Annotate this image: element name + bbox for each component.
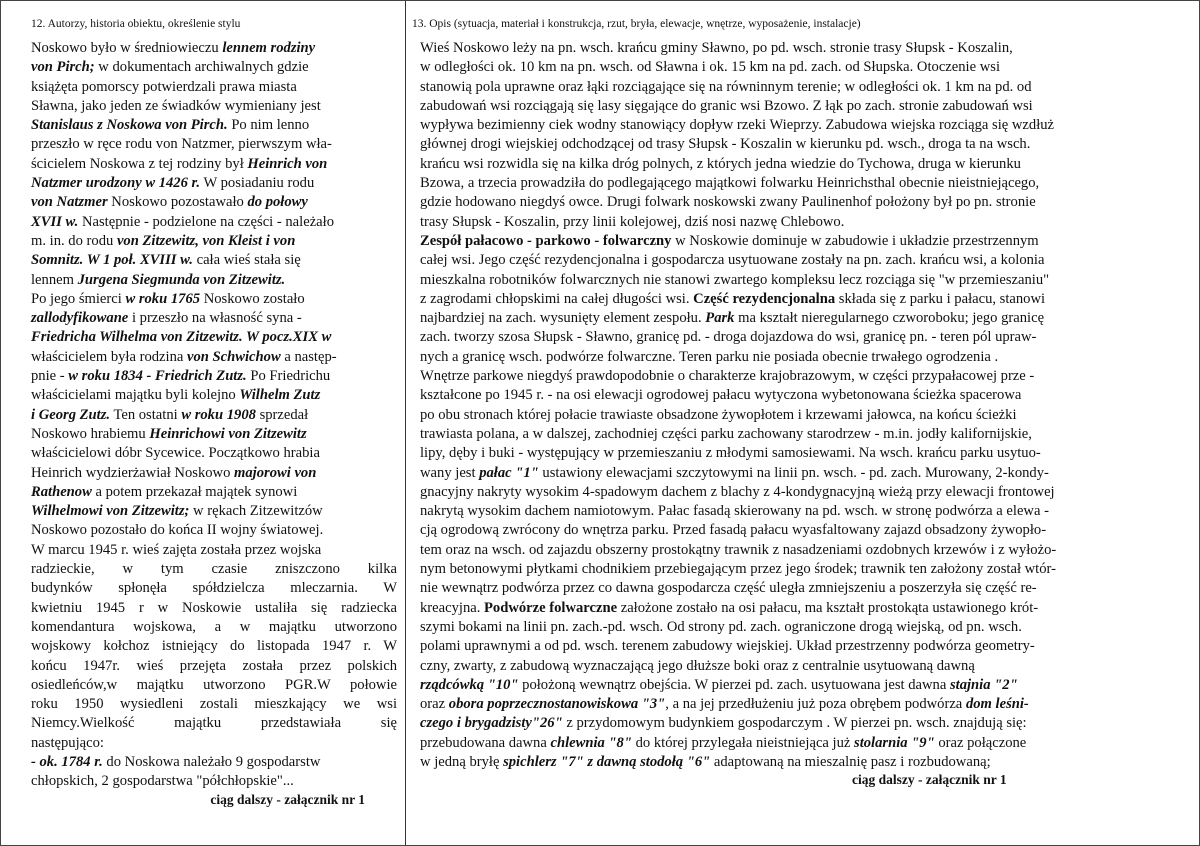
emphasized-text: Wilhelm Zutz: [239, 387, 321, 404]
text-line: [420, 714, 1195, 733]
text-run: i przeszło na własność syna -: [128, 310, 302, 327]
emphasized-text: Podwórze folwarczne: [484, 599, 618, 616]
text-line: [31, 193, 397, 212]
text-run: nym betonowymi płytkami chodnikiem przebiegającym przez jego środek; trawnik ten założony został wtór-: [420, 561, 1056, 578]
text-run: Bzowa, a trzecia prowadziła do podlegającego majątkowi folwarku Heinrichsthal obecnie nieistniejącego,: [420, 175, 1040, 192]
text-line: [31, 406, 397, 425]
history-section-header: 12. Autorzy, historia obiektu, określenie stylu: [31, 18, 241, 30]
text-line: [420, 348, 1195, 367]
description-section-header: 13. Opis (sytuacja, materiał i konstrukcja, rzut, bryła, elewacje, wnętrze, wyposażenie, instalacje): [412, 18, 861, 30]
history-text: [29, 37, 405, 792]
text-line: [420, 521, 1195, 540]
emphasized-text: pałac "1": [479, 464, 539, 481]
text-run: , a na jej przedłużeniu już poza obrębem podwórza: [665, 696, 966, 713]
text-run: Po Friedrichu: [246, 368, 331, 385]
text-run: stanowią pola uprawne oraz łąki rozciągające się na równinnym terenie; w odległości ok. 1 km na pd. od: [420, 78, 1032, 95]
text-line: [31, 444, 397, 463]
text-run: nie wewnątrz podwórza przez co dawna gospodarcza część uległa zmniejszeniu a poszerzyła się część re-: [420, 580, 1037, 597]
text-run: Niemcy.Wielkość majątku przedstawiała się: [31, 715, 397, 732]
text-run: roku 1950 wysiedleni zostali mieszkający we wsi: [31, 696, 397, 713]
emphasized-text: chlewnia "8": [550, 734, 632, 751]
text-run: zabudowań wsi rozciągają się lasy sięgające do granic wsi Bzowo. Z łąk po zach. stronie zabudowań wsi: [420, 97, 1033, 114]
text-line: [31, 348, 397, 367]
text-run: adaptowaną na mieszalnię pasz i rozbudowaną;: [710, 753, 991, 770]
emphasized-text: stolarnia "9": [854, 734, 935, 751]
text-run: Po nim lenno: [227, 117, 310, 134]
text-run: cała wieś stała się: [192, 252, 301, 269]
text-line: [420, 116, 1195, 135]
text-run: gnacyjny nakryty wysokim 4-spadowym dachem z blachy z 4-kondygnacyjną wieżą przy elewacji frontowej: [420, 483, 1055, 500]
emphasized-text: lennem rodziny: [222, 40, 316, 56]
text-run: Następnie - podzielone na części - należało: [78, 213, 334, 230]
text-run: z przydomowym budynkiem gospodarczym . W pierzei pn. wsch. znajdują się:: [562, 715, 1027, 732]
text-line: [420, 425, 1195, 444]
text-line: [420, 753, 1195, 772]
text-line: [420, 541, 1195, 560]
text-line: [31, 714, 397, 733]
emphasized-text: Natzmer urodzony w 1426 r.: [31, 175, 201, 192]
text-run: nych a granicę wsch. podwórze folwarczne. Teren parku nie posiada obecnie trwałego ogrodzenia .: [420, 348, 999, 365]
text-line: [420, 637, 1195, 656]
text-run: w odległości ok. 10 km na pn. wsch. od Sławna i ok. 15 km na pd. zach. od Słupska. Otoczenie wsi: [420, 59, 1001, 76]
text-line: [31, 695, 397, 714]
emphasized-text: spichlerz "7" z dawną stodołą "6": [503, 753, 711, 770]
text-line: [420, 232, 1195, 251]
text-run: sprzedał: [255, 406, 309, 423]
text-line: [31, 309, 397, 328]
text-run: przebudowana dawna: [420, 734, 551, 751]
text-line: [31, 483, 397, 502]
text-run: Heinrich wydzierżawiał Noskowo: [31, 464, 235, 481]
text-line: [31, 367, 397, 386]
description-text: [406, 37, 1200, 772]
emphasized-text: Heinrichowi von Zitzewitz: [149, 425, 307, 442]
history-continued-note: ciąg dalszy - załącznik nr 1: [210, 791, 365, 807]
text-line: [420, 676, 1195, 695]
emphasized-text: Park: [705, 310, 735, 327]
emphasized-text: XVII w.: [31, 213, 79, 230]
text-line: [31, 78, 397, 97]
text-line: [31, 174, 397, 193]
text-line: [31, 772, 397, 791]
text-run: a potem przekazał majątek synowi: [91, 483, 298, 500]
text-run: osiedleńców,w majątku utworzono PGR.W połowie: [31, 676, 397, 693]
text-line: [31, 618, 397, 637]
text-line: [31, 425, 397, 444]
text-run: oraz: [420, 696, 449, 713]
text-line: [31, 271, 397, 290]
text-run: krańcu wsi rozwidla się na kilka dróg polnych, z których jedna wiedzie do Tychowa, druga w kierunku: [420, 155, 1021, 172]
text-run: polami uprawnymi a od pd. wsch. terenem zabudowy wiejskiej. Układ przestrzenny podwórza geometry-: [420, 638, 1035, 655]
emphasized-text: do połowy: [247, 194, 308, 211]
text-run: W posiadaniu rodu: [200, 175, 315, 192]
emphasized-text: von Zitzewitz, von Kleist i von: [116, 232, 296, 249]
text-line: [420, 502, 1195, 521]
text-run: Noskowo pozostawało: [107, 194, 248, 211]
text-run: Po jego śmierci: [31, 290, 126, 307]
text-run: lennem: [31, 271, 78, 288]
emphasized-text: Rathenow: [31, 483, 92, 500]
text-run: szymi bokami na linii pn. zach.-pd. wsch. Od strony pd. zach. ograniczone drogą wiejską, od pn. wsch.: [420, 618, 1022, 635]
text-run: W marcu 1945 r. wieś zajęta została przez wojska: [31, 541, 322, 558]
text-run: następująco:: [31, 734, 104, 751]
emphasized-text: Część rezydencjonalna: [693, 290, 836, 307]
text-run: Noskowo hrabiemu: [31, 425, 150, 442]
text-line: [31, 734, 397, 753]
text-line: [31, 97, 397, 116]
text-run: Noskowo było w średniowieczu: [31, 40, 223, 56]
text-run: Ten ostatni: [110, 406, 182, 423]
emphasized-text: von Schwichow: [187, 348, 281, 365]
text-line: [31, 213, 397, 232]
text-line: [420, 271, 1195, 290]
text-line: [31, 386, 397, 405]
emphasized-text: rządcówką "10": [420, 676, 519, 693]
text-line: [31, 251, 397, 270]
text-run: Sławna, jako jeden ze świadków wymieniany jest: [31, 97, 321, 114]
text-run: ustawiony elewacjami szczytowymi na linii pn. wsch. - pd. zach. Murowany, 2-kondy-: [538, 464, 1049, 481]
text-line: [31, 155, 397, 174]
description-continued-note: ciąg dalszy - załącznik nr 1: [852, 772, 1007, 788]
text-line: [31, 599, 397, 618]
emphasized-text: zallodyfikowane: [31, 310, 129, 327]
emphasized-text: Jurgena Siegmunda von Zitzewitz.: [77, 271, 286, 288]
emphasized-text: Zespół pałacowo - parkowo - folwarczny: [420, 232, 672, 249]
text-line: [31, 232, 397, 251]
text-run: ścicielem Noskowa z tej rodziny był: [31, 155, 248, 172]
text-run: gdzie hodowano niegdyś owce. Drugi folwark noskowski zwany Paulinenhof położony był po pn. stronie: [420, 194, 1036, 211]
text-run: najbardziej na zach. wysunięty element zespołu.: [420, 310, 706, 327]
text-line: [420, 328, 1195, 347]
text-run: do Noskowa należało 9 gospodarstw: [102, 753, 321, 770]
text-line: [31, 637, 397, 656]
text-run: kwietniu 1945 r w Noskowie ustaliła się radziecka: [31, 599, 397, 616]
text-run: głównej drogi wiejskiej odchodzącej od trasy Słupsk - Koszalin w kierunku pd. wsch., droga ta na wsch.: [420, 136, 1031, 153]
text-line: [420, 599, 1195, 618]
text-line: [420, 406, 1195, 425]
text-line: [420, 78, 1195, 97]
text-run: przeszło w ręce rodu von Natzmer, pierwszym wła-: [31, 136, 332, 153]
text-run: oraz połączone: [934, 734, 1027, 751]
text-run: Noskowo zostało: [200, 290, 305, 307]
text-run: lipy, dęby i buki - występujący w przemieszaniu z młodymi samosiewami. Na wsch. krańcu parku usytuo-: [420, 445, 1041, 462]
emphasized-text: czego i brygadzisty"26": [420, 715, 563, 732]
text-line: [31, 135, 397, 154]
text-line: [420, 213, 1195, 232]
emphasized-text: dom leśni-: [965, 696, 1029, 713]
text-line: [31, 676, 397, 695]
text-line: [420, 290, 1195, 309]
text-line: [31, 579, 397, 598]
text-line: [420, 251, 1195, 270]
text-run: Noskowo pozostało do końca II wojny światowej.: [31, 522, 324, 539]
text-run: całej wsi. Jego część rezydencjonalna i gospodarcza usytuowane zostały na pn. zach. krańcu wsi, a kolonia: [420, 252, 1045, 269]
text-line: [420, 579, 1195, 598]
text-run: trawiasta polana, a w dalszej, zachodniej części parku zachowany starodrzew - m.in. jodły kalifornijskie,: [420, 425, 1032, 442]
text-run: nakrytą wysokim dachem namiotowym. Pałac fasadą skierowany na pd. wsch. w stronę podwórza a elewa -: [420, 503, 1049, 520]
text-run: mieszkalna robotników folwarcznych nie stanowi zwartego kompleksu lecz rozciąga się "w przemieszaniu": [420, 271, 1050, 288]
text-line: [420, 657, 1195, 676]
text-run: tem oraz na wsch. od zajazdu obszerny prostokątny trawnik z nasadzeniami ozdobnych krzewów i z wyłożo-: [420, 541, 1057, 558]
emphasized-text: w roku 1765: [125, 290, 201, 307]
text-line: [31, 560, 397, 579]
text-line: [31, 753, 397, 772]
text-run: radzieckie, w tym czasie zniszczono kilka: [31, 561, 397, 578]
text-run: ma kształt nieregularnego czworoboku; jego granicę: [734, 310, 1045, 327]
text-line: [420, 58, 1195, 77]
emphasized-text: Wilhelmowi von Zitzewitz;: [31, 503, 190, 520]
emphasized-text: von Natzmer: [31, 194, 108, 211]
text-run: do której przylegała nieistniejąca już: [631, 734, 855, 751]
emphasized-text: Somnitz. W 1 poł. XVIII w.: [31, 252, 193, 269]
text-run: budynków spłonęła spółdzielcza mleczarnia. W: [31, 580, 397, 597]
emphasized-text: majorowi von: [234, 464, 317, 481]
text-line: [31, 541, 397, 560]
text-run: zach. tworzy szosa Słupsk - Sławno, granicę pd. - droga dojazdowa do wsi, granicę pn. - teren pól upraw-: [420, 329, 1037, 346]
text-line: [31, 657, 397, 676]
text-run: Wnętrze parkowe niegdyś prawdopodobnie o charakterze krajobrazowym, w części przypałacowej prze -: [420, 368, 1035, 385]
text-line: [420, 695, 1195, 714]
text-line: [420, 155, 1195, 174]
text-run: wypływa bezimienny ciek wodny stanowiący dopływ rzeki Wieprzy. Zabudowa wiejska rozciąga się wzdłuż: [420, 117, 1055, 134]
text-line: [420, 174, 1195, 193]
text-line: [31, 521, 397, 540]
text-line: [420, 734, 1195, 753]
text-run: właścicielami majątku byli kolejno: [31, 387, 240, 404]
history-column: [29, 1, 405, 845]
text-run: kreacyjna.: [420, 599, 485, 616]
text-run: w Noskowie dominuje w zabudowie i układzie przestrzennym: [671, 232, 1039, 249]
text-run: trasy Słupsk - Koszalin, przy linii kolejowej, dziś nosi nazwę Chlebowo.: [420, 213, 845, 230]
text-run: w jedną bryłę: [420, 753, 504, 770]
emphasized-text: Friedricha Wilhelma von Zitzewitz. W pocz.XIX w: [31, 329, 332, 346]
text-run: z zagrodami chłopskimi na całej długości wsi.: [420, 290, 694, 307]
emphasized-text: Heinrich von: [247, 155, 328, 172]
text-run: wojskowy kołchoz istniejący do listopada 1947 r. W: [31, 638, 397, 655]
text-line: [420, 618, 1195, 637]
text-run: pnie -: [31, 368, 69, 385]
emphasized-text: w roku 1834 - Friedrich Zutz.: [68, 368, 247, 385]
emphasized-text: stajnia "2": [949, 676, 1018, 693]
text-line: [420, 97, 1195, 116]
text-run: m. in. do rodu: [31, 232, 117, 249]
text-line: [31, 464, 397, 483]
text-run: w dokumentach archiwalnych gdzie: [94, 59, 309, 76]
text-line: [420, 367, 1195, 386]
text-run: Wieś Noskowo leży na pn. wsch. krańcu gminy Sławno, po pd. wsch. stronie trasy Słupsk - Koszalin,: [420, 40, 1013, 56]
text-run: książęta pomorscy potwierdzali prawa miasta: [31, 78, 297, 95]
text-run: komendantura wojskowa, a w majątku utworzono: [31, 618, 397, 635]
text-line: [31, 290, 397, 309]
emphasized-text: w roku 1908: [181, 406, 256, 423]
text-run: właścicielowi dóbr Sycewice. Początkowo hrabia: [31, 445, 320, 462]
text-line: [31, 116, 397, 135]
text-run: wany jest: [420, 464, 480, 481]
emphasized-text: - ok. 1784 r.: [31, 753, 103, 770]
text-run: końcu 1947r. wieś przejęta została przez polskich: [31, 657, 397, 674]
emphasized-text: Stanislaus z Noskowa von Pirch.: [31, 117, 228, 134]
emphasized-text: i Georg Zutz.: [31, 406, 111, 423]
description-column: [405, 1, 1200, 845]
text-run: cją ogrodową zwrócony do wnętrza parku. Przed fasadą pałacu wyasfaltowany zajazd obsadzony żywopło-: [420, 522, 1047, 539]
text-run: założone zostało na osi pałacu, ma kształt prostokąta ustawionego krót-: [617, 599, 1039, 616]
text-line: [420, 135, 1195, 154]
text-line: [420, 386, 1195, 405]
text-line: [31, 39, 397, 58]
text-line: [420, 560, 1195, 579]
text-run: położoną wewnątrz obejścia. W pierzei pd. zach. usytuowana jest dawna: [518, 676, 950, 693]
text-run: kształcone po 1945 r. - na osi elewacji ogrodowej pałacu wytyczona wybetonowana ścieżka spacerowa: [420, 387, 1022, 404]
text-run: w rękach Zitzewitzów: [189, 503, 323, 520]
text-run: chłopskich, 2 gospodarstwa "półchłopskie"...: [31, 773, 294, 790]
text-line: [420, 483, 1195, 502]
text-line: [420, 309, 1195, 328]
text-line: [31, 328, 397, 347]
text-run: po obu stronach której połacie trawiaste obsadzone żywopłotem i krzewami jałowca, na końcu ścieżki: [420, 406, 1017, 423]
text-line: [420, 39, 1195, 58]
text-line: [31, 502, 397, 521]
text-line: [31, 58, 397, 77]
text-line: [420, 193, 1195, 212]
text-run: czny, zwarty, z zabudową wyznaczającą jego dłuższe boki oraz z centralnie usytuowaną dawną: [420, 657, 975, 674]
emphasized-text: obora poprzecznostanowiskowa "3": [448, 696, 666, 713]
text-run: składa się z parku i pałacu, stanowi: [835, 290, 1046, 307]
text-run: a następ-: [280, 348, 337, 365]
text-line: [420, 444, 1195, 463]
text-line: [420, 464, 1195, 483]
text-run: właścicielem była rodzina: [31, 348, 188, 365]
emphasized-text: von Pirch;: [31, 59, 95, 76]
